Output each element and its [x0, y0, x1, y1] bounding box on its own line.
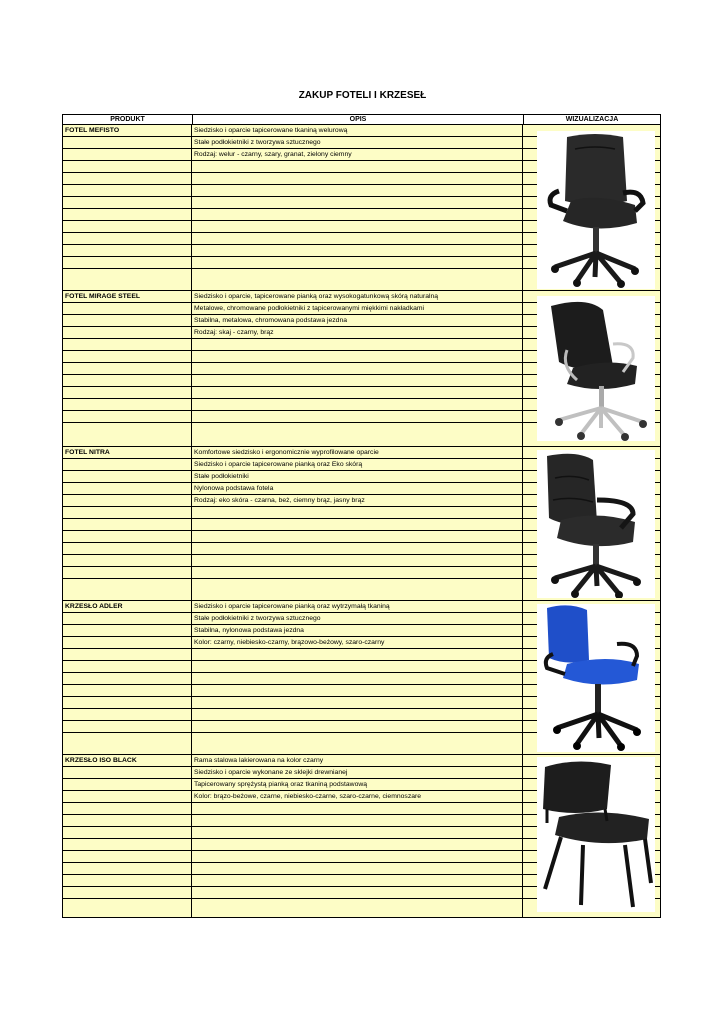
conference-chair-image-iso-black — [537, 757, 655, 912]
product-desc-line: Stałe podłokietniki — [192, 471, 523, 482]
product-desc-line: Siedzisko i oparcie tapicerowane tkaniną welurową — [192, 125, 523, 136]
product-desc-line: Siedzisko i oparcie, tapicerowane pianką oraz wysokogatunkową skórą naturalną — [192, 291, 523, 302]
product-name: FOTEL MIRAGE STEEL — [62, 291, 192, 302]
purchase-table — [62, 114, 661, 918]
header-opis: OPIS — [192, 114, 524, 125]
office-chair-image-adler — [537, 604, 655, 752]
product-desc-line: Kolor: brązo-beżowe, czarne, niebiesko-czarne, szaro-czarne, ciemnoszare — [192, 791, 523, 802]
product-desc-line: Nylonowa podstawa fotela — [192, 483, 523, 494]
product-desc-line: Stabilna, nylonowa podstawa jezdna — [192, 625, 523, 636]
page-title: ZAKUP FOTELI I KRZESEŁ — [298, 90, 427, 101]
product-desc-line: Kolor: czarny, niebiesko-czarny, brązowo-beżowy, szaro-czarny — [192, 637, 523, 648]
product-name: FOTEL MEFISTO — [62, 125, 192, 136]
header-produkt: PRODUKT — [62, 114, 193, 125]
product-desc-line: Metalowe, chromowane podłokietniki z tapicerowanymi miękkimi nakładkami — [192, 303, 523, 314]
product-name: FOTEL NITRA — [62, 447, 192, 458]
product-desc-line: Rodzaj: welur - czarny, szary, granat, zielony ciemny — [192, 149, 523, 160]
product-desc-line: Rodzaj: eko skóra - czarna, beż, ciemny brąz, jasny brąz — [192, 495, 523, 506]
product-desc-line: Rodzaj: skaj - czarny, brąz — [192, 327, 523, 338]
product-desc-line: Komfortowe siedzisko i ergonomicznie wyprofilowane oparcie — [192, 447, 523, 458]
product-desc-line: Stabilna, metalowa, chromowana podstawa jezdna — [192, 315, 523, 326]
product-desc-line: Stałe podłokietniki z tworzywa sztucznego — [192, 137, 523, 148]
product-desc-line: Rama stalowa lakierowana na kolor czarny — [192, 755, 523, 766]
product-desc-line: Siedzisko i oparcie wykonane ze sklejki drewnianej — [192, 767, 523, 778]
office-chair-image-nitra — [537, 450, 655, 598]
product-desc-line: Siedzisko i oparcie tapicerowane pianką oraz wytrzymałą tkaniną — [192, 601, 523, 612]
product-desc-line: Stałe podłokietniki z tworzywa sztucznego — [192, 613, 523, 624]
product-desc-line: Siedzisko i oparcie tapicerowane pianką oraz Eko skórą — [192, 459, 523, 470]
header-wizualizacja: WIZUALIZACJA — [523, 114, 661, 125]
product-desc-line: Tapicerowany sprężystą pianką oraz tkaniną podstawową — [192, 779, 523, 790]
office-chair-image-mirage-steel — [537, 296, 655, 441]
office-chair-image-mefisto — [537, 131, 655, 289]
product-name: KRZESŁO ISO BLACK — [62, 755, 192, 766]
product-name: KRZESŁO ADLER — [62, 601, 192, 612]
